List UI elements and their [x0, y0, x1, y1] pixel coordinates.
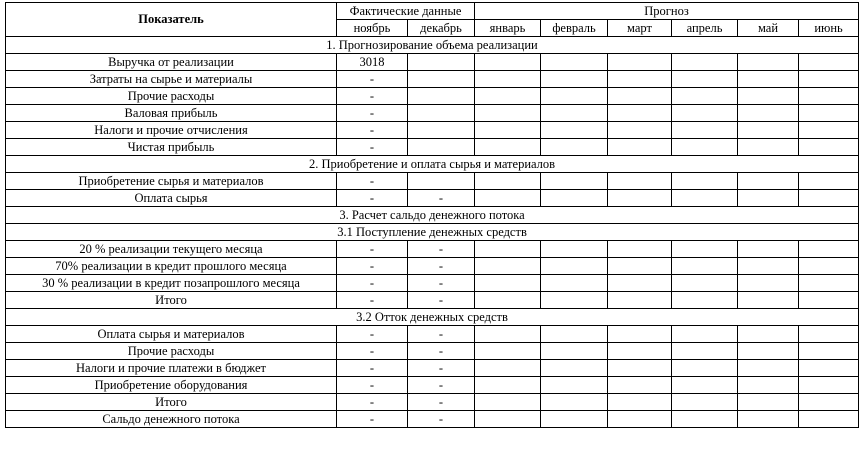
cell-forecast — [799, 88, 859, 105]
section-row — [6, 207, 859, 224]
cell-november: - — [337, 394, 408, 411]
cell-forecast — [738, 292, 799, 309]
cell-december: - — [408, 411, 475, 428]
cell-forecast — [541, 122, 608, 139]
cell-december — [408, 71, 475, 88]
header-month-april: апрель — [672, 20, 738, 37]
cell-forecast — [738, 190, 799, 207]
cell-november: - — [337, 343, 408, 360]
row-label: Выручка от реализации — [6, 54, 337, 71]
cell-forecast — [738, 343, 799, 360]
cell-forecast — [541, 173, 608, 190]
cell-november: 3018 — [337, 54, 408, 71]
table-row — [6, 377, 859, 394]
row-label: 20 % реализации текущего месяца — [6, 241, 337, 258]
cell-december: - — [408, 326, 475, 343]
cell-forecast — [475, 71, 541, 88]
cell-december: - — [408, 258, 475, 275]
cell-december: - — [408, 377, 475, 394]
cell-december — [408, 54, 475, 71]
cell-december: - — [408, 394, 475, 411]
cell-forecast — [608, 71, 672, 88]
cell-forecast — [475, 360, 541, 377]
row-label: Приобретение оборудования — [6, 377, 337, 394]
section-row — [6, 156, 859, 173]
cell-forecast — [475, 54, 541, 71]
cell-forecast — [738, 173, 799, 190]
section-title: 1. Прогнозирование объема реализации — [6, 37, 859, 54]
cell-december: - — [408, 241, 475, 258]
row-label: Оплата сырья и материалов — [6, 326, 337, 343]
cell-forecast — [799, 292, 859, 309]
cell-forecast — [608, 173, 672, 190]
header-month-february: февраль — [541, 20, 608, 37]
cell-november: - — [337, 71, 408, 88]
cell-november: - — [337, 88, 408, 105]
cell-forecast — [672, 275, 738, 292]
cell-forecast — [541, 54, 608, 71]
cell-forecast — [541, 190, 608, 207]
cell-forecast — [475, 173, 541, 190]
cell-forecast — [475, 105, 541, 122]
cell-forecast — [608, 241, 672, 258]
row-label: Затраты на сырье и материалы — [6, 71, 337, 88]
table-row — [6, 71, 859, 88]
cell-forecast — [475, 122, 541, 139]
cell-forecast — [475, 411, 541, 428]
cell-december — [408, 105, 475, 122]
cell-forecast — [475, 139, 541, 156]
table-row — [6, 241, 859, 258]
cell-forecast — [799, 54, 859, 71]
section-title: 3. Расчет сальдо денежного потока — [6, 207, 859, 224]
table-row — [6, 190, 859, 207]
cell-november: - — [337, 292, 408, 309]
row-label: Валовая прибыль — [6, 105, 337, 122]
cell-forecast — [799, 241, 859, 258]
cell-forecast — [608, 105, 672, 122]
table-row — [6, 139, 859, 156]
cell-forecast — [475, 258, 541, 275]
section-title: 3.2 Отток денежных средств — [6, 309, 859, 326]
section-row — [6, 37, 859, 54]
cell-forecast — [738, 360, 799, 377]
cell-forecast — [475, 326, 541, 343]
cell-november: - — [337, 360, 408, 377]
row-label: 30 % реализации в кредит позапрошлого месяца — [6, 275, 337, 292]
cell-december — [408, 122, 475, 139]
cell-forecast — [541, 377, 608, 394]
cell-december — [408, 139, 475, 156]
cell-forecast — [608, 292, 672, 309]
table-row — [6, 173, 859, 190]
cell-forecast — [672, 139, 738, 156]
section-row — [6, 224, 859, 241]
header-month-december: декабрь — [408, 20, 475, 37]
cell-forecast — [799, 377, 859, 394]
header-month-june: июнь — [799, 20, 859, 37]
cell-forecast — [672, 105, 738, 122]
cell-forecast — [475, 190, 541, 207]
cell-forecast — [672, 122, 738, 139]
cell-forecast — [738, 394, 799, 411]
cell-forecast — [738, 377, 799, 394]
table-row — [6, 292, 859, 309]
cell-forecast — [799, 275, 859, 292]
table-row — [6, 326, 859, 343]
forecast-table-body — [6, 37, 859, 428]
forecast-table — [5, 2, 859, 428]
cell-november: - — [337, 190, 408, 207]
cell-forecast — [672, 292, 738, 309]
cell-forecast — [608, 377, 672, 394]
cell-forecast — [738, 258, 799, 275]
cell-forecast — [608, 122, 672, 139]
cell-december: - — [408, 190, 475, 207]
cell-forecast — [475, 292, 541, 309]
row-label: Прочие расходы — [6, 88, 337, 105]
cell-december — [408, 88, 475, 105]
cell-forecast — [738, 241, 799, 258]
cell-forecast — [672, 54, 738, 71]
cell-forecast — [672, 394, 738, 411]
cell-forecast — [608, 258, 672, 275]
cell-november: - — [337, 173, 408, 190]
cell-forecast — [672, 88, 738, 105]
cell-forecast — [738, 275, 799, 292]
cell-forecast — [672, 343, 738, 360]
cell-forecast — [799, 326, 859, 343]
cell-forecast — [799, 105, 859, 122]
row-label: Налоги и прочие отчисления — [6, 122, 337, 139]
row-label: Прочие расходы — [6, 343, 337, 360]
cell-december: - — [408, 343, 475, 360]
cell-forecast — [541, 275, 608, 292]
cell-forecast — [541, 71, 608, 88]
cell-december: - — [408, 360, 475, 377]
cell-forecast — [738, 122, 799, 139]
cell-forecast — [672, 258, 738, 275]
section-title: 3.1 Поступление денежных средств — [6, 224, 859, 241]
row-label: 70% реализации в кредит прошлого месяца — [6, 258, 337, 275]
cell-december: - — [408, 292, 475, 309]
forecast-table-container — [5, 2, 858, 428]
cell-forecast — [541, 241, 608, 258]
row-label: Налоги и прочие платежи в бюджет — [6, 360, 337, 377]
header-actual-data: Фактические данные — [337, 3, 475, 20]
cell-forecast — [541, 258, 608, 275]
cell-forecast — [738, 105, 799, 122]
cell-forecast — [541, 139, 608, 156]
cell-forecast — [672, 71, 738, 88]
row-label: Чистая прибыль — [6, 139, 337, 156]
cell-forecast — [541, 343, 608, 360]
cell-forecast — [799, 343, 859, 360]
cell-forecast — [799, 190, 859, 207]
table-row — [6, 411, 859, 428]
table-row — [6, 360, 859, 377]
cell-forecast — [608, 326, 672, 343]
cell-forecast — [608, 343, 672, 360]
cell-forecast — [799, 360, 859, 377]
cell-forecast — [738, 71, 799, 88]
cell-forecast — [799, 139, 859, 156]
table-row — [6, 343, 859, 360]
row-label: Приобретение сырья и материалов — [6, 173, 337, 190]
cell-forecast — [608, 394, 672, 411]
cell-november: - — [337, 377, 408, 394]
cell-november: - — [337, 326, 408, 343]
cell-forecast — [541, 394, 608, 411]
section-row — [6, 309, 859, 326]
cell-forecast — [672, 326, 738, 343]
cell-forecast — [475, 377, 541, 394]
table-row — [6, 54, 859, 71]
cell-forecast — [799, 173, 859, 190]
cell-forecast — [475, 241, 541, 258]
row-label: Итого — [6, 394, 337, 411]
cell-forecast — [799, 71, 859, 88]
cell-november: - — [337, 105, 408, 122]
cell-forecast — [608, 411, 672, 428]
cell-forecast — [541, 411, 608, 428]
cell-forecast — [475, 343, 541, 360]
cell-forecast — [738, 411, 799, 428]
cell-forecast — [608, 139, 672, 156]
header-indicator: Показатель — [6, 3, 337, 37]
cell-forecast — [672, 411, 738, 428]
cell-forecast — [541, 360, 608, 377]
cell-forecast — [608, 360, 672, 377]
cell-forecast — [541, 105, 608, 122]
cell-forecast — [799, 122, 859, 139]
header-forecast: Прогноз — [475, 3, 859, 20]
cell-forecast — [799, 258, 859, 275]
cell-forecast — [608, 275, 672, 292]
header-month-january: январь — [475, 20, 541, 37]
cell-november: - — [337, 241, 408, 258]
section-title: 2. Приобретение и оплата сырья и материалов — [6, 156, 859, 173]
cell-forecast — [738, 88, 799, 105]
table-row — [6, 275, 859, 292]
cell-forecast — [799, 411, 859, 428]
cell-december — [408, 173, 475, 190]
cell-forecast — [608, 54, 672, 71]
cell-november: - — [337, 139, 408, 156]
table-row — [6, 258, 859, 275]
cell-forecast — [608, 88, 672, 105]
header-month-march: март — [608, 20, 672, 37]
header-month-may: май — [738, 20, 799, 37]
cell-forecast — [672, 360, 738, 377]
table-row — [6, 105, 859, 122]
cell-forecast — [738, 139, 799, 156]
cell-november: - — [337, 411, 408, 428]
cell-forecast — [672, 377, 738, 394]
cell-november: - — [337, 275, 408, 292]
row-label: Сальдо денежного потока — [6, 411, 337, 428]
header-month-november: ноябрь — [337, 20, 408, 37]
cell-forecast — [672, 241, 738, 258]
cell-forecast — [541, 88, 608, 105]
row-label: Оплата сырья — [6, 190, 337, 207]
cell-forecast — [738, 326, 799, 343]
cell-forecast — [672, 190, 738, 207]
cell-november: - — [337, 258, 408, 275]
cell-forecast — [541, 326, 608, 343]
cell-forecast — [738, 54, 799, 71]
cell-november: - — [337, 122, 408, 139]
cell-forecast — [475, 88, 541, 105]
cell-forecast — [475, 275, 541, 292]
cell-forecast — [608, 190, 672, 207]
cell-forecast — [475, 394, 541, 411]
table-row — [6, 88, 859, 105]
table-row — [6, 122, 859, 139]
cell-december: - — [408, 275, 475, 292]
cell-forecast — [799, 394, 859, 411]
table-row — [6, 394, 859, 411]
cell-forecast — [672, 173, 738, 190]
cell-forecast — [541, 292, 608, 309]
row-label: Итого — [6, 292, 337, 309]
